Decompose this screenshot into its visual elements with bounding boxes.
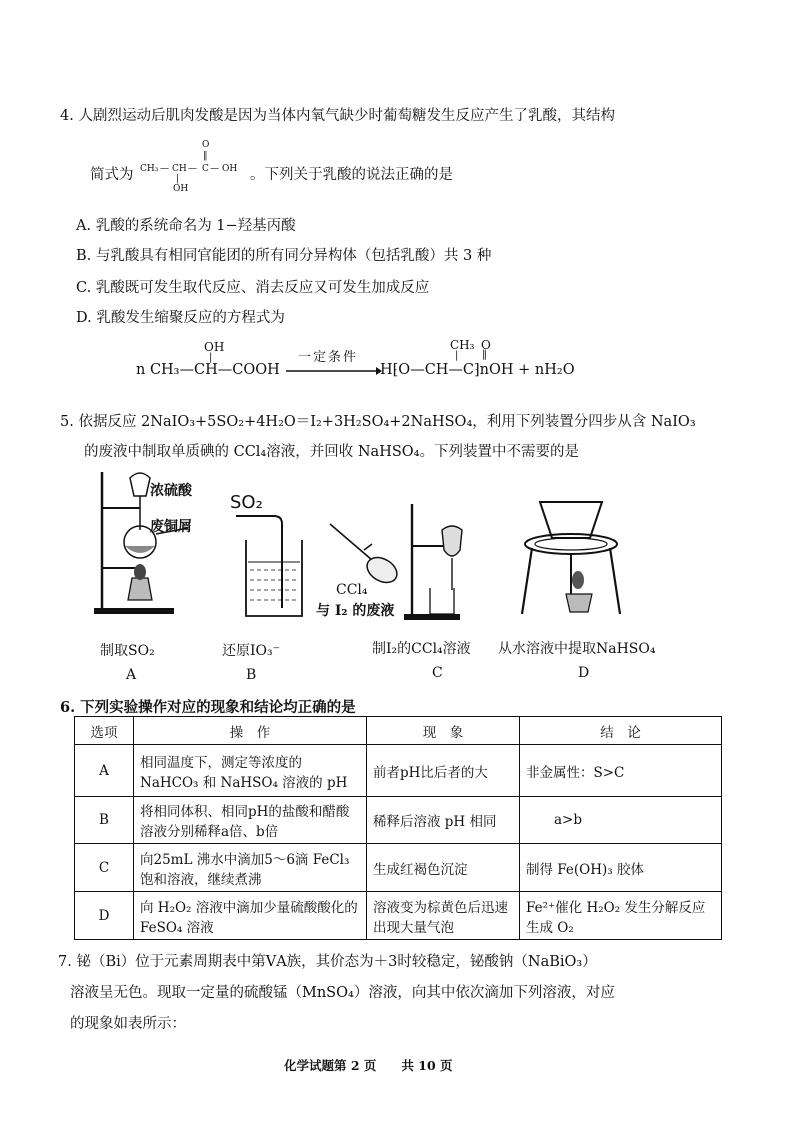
struct-oh-bottom: OH bbox=[173, 184, 189, 194]
header-operation: 操 作 bbox=[134, 717, 367, 745]
q6-stem: 6. 下列实验操作对应的现象和结论均正确的是 bbox=[60, 699, 356, 716]
table-row bbox=[75, 745, 722, 797]
struct-ch: CH bbox=[172, 164, 187, 174]
q4-stem-prefix: 简式为 bbox=[90, 167, 134, 183]
label-so2: SO₂ bbox=[230, 492, 263, 513]
row-phenomenon: 溶液变为棕黄色后迅速出现大量气泡 bbox=[367, 892, 520, 940]
q7-line3: 的现象如表所示： bbox=[70, 1016, 186, 1032]
row-conclusion: 制得 Fe(OH)₃ 胶体 bbox=[520, 844, 722, 892]
row-operation: 将相同体积、相同pH的盐酸和醋酸溶液分别稀释a倍、b倍 bbox=[134, 797, 367, 844]
eq-left: n CH₃—CH—COOH bbox=[136, 362, 280, 378]
header-phenomenon: 现 象 bbox=[367, 717, 520, 745]
polycondensation-equation: n CH₃—CH—COOH OH | 一定条件 H⁅O—CH—C⁆nOH + nH₂O CH₃ | O ‖ bbox=[136, 338, 575, 378]
row-phenomenon: 前者pH比后者的大 bbox=[367, 745, 520, 797]
letter-b: B bbox=[246, 667, 257, 683]
caption-b: 还原IO₃⁻ bbox=[222, 643, 281, 659]
row-operation: 向25mL 沸水中滴加5～6滴 FeCl₃ 饱和溶液，继续煮沸 bbox=[134, 844, 367, 892]
eq-condition: 一定条件 bbox=[298, 350, 359, 365]
eq-oh: OH bbox=[204, 340, 225, 354]
eq-right: H⁅O—CH—C⁆nOH + nH₂O bbox=[380, 362, 575, 378]
q4-option-d: D. 乳酸发生缩聚反应的方程式为 bbox=[76, 310, 285, 326]
row-option: A bbox=[75, 745, 134, 797]
q7-line1: 7. 铋（Bi）位于元素周期表中第ⅤA族，其价态为＋3时较稳定，铋酸钠（NaBiO₃） bbox=[58, 954, 597, 970]
q4-option-c: C. 乳酸既可发生取代反应、消去反应又可发生加成反应 bbox=[76, 280, 430, 296]
apparatus-b-beaker-so2 bbox=[236, 512, 316, 622]
caption-a: 制取SO₂ bbox=[100, 643, 155, 659]
struct-ch3: CH₃ bbox=[140, 164, 159, 174]
q4-stem-line1: 4. 人剧烈运动后肌肉发酸是因为当体内氧气缺少时葡萄糖发生反应产生了乳酸，其结构 bbox=[60, 108, 615, 124]
q4-option-b: B. 与乳酸具有相同官能团的所有同分异构体（包括乳酸）共 3 种 bbox=[76, 248, 492, 264]
row-phenomenon: 稀释后溶液 pH 相同 bbox=[367, 797, 520, 844]
q6-table bbox=[74, 716, 722, 940]
eq-o: O bbox=[481, 338, 491, 352]
caption-c: 制I₂的CCl₄溶液 bbox=[372, 641, 471, 657]
row-conclusion: 非金属性：S>C bbox=[520, 745, 722, 797]
table-row bbox=[75, 892, 722, 940]
caption-d: 从水溶液中提取NaHSO₄ bbox=[498, 641, 656, 657]
row-operation: 向 H₂O₂ 溶液中滴加少量硫酸酸化的 FeSO₄ 溶液 bbox=[134, 892, 367, 940]
struct-o: O bbox=[202, 140, 210, 150]
row-option: D bbox=[75, 892, 134, 940]
row-phenomenon: 生成红褐色沉淀 bbox=[367, 844, 520, 892]
q4-option-a: A. 乳酸的系统命名为 1−羟基丙酸 bbox=[76, 218, 296, 234]
label-ccl4: CCl₄ bbox=[336, 582, 368, 598]
row-option: C bbox=[75, 844, 134, 892]
apparatus-d-evaporating-dish bbox=[516, 494, 626, 620]
table-header-row bbox=[75, 717, 722, 745]
label-i2-waste: 与 I₂ 的废液 bbox=[316, 603, 395, 619]
row-conclusion: Fe²⁺催化 H₂O₂ 发生分解反应生成 O₂ bbox=[520, 892, 722, 940]
q7-line2: 溶液呈无色。现取一定量的硫酸锰（MnSO₄）溶液，向其中依次滴加下列溶液，对应 bbox=[70, 985, 615, 1001]
lactic-acid-structure: CH₃ — CH — C — OH O ‖ | OH bbox=[140, 140, 238, 194]
struct-oh: OH bbox=[222, 164, 238, 174]
apparatus-c-separatory-funnel-stand bbox=[404, 500, 470, 622]
letter-c: C bbox=[432, 665, 443, 681]
label-scrap-copper: 废铜屑 bbox=[150, 519, 192, 535]
page-footer: 化学试题第 2 页 共 10 页 bbox=[284, 1058, 453, 1073]
eq-ch3: CH₃ bbox=[450, 338, 475, 352]
row-option: B bbox=[75, 797, 134, 844]
q4-stem-suffix: 。下列关于乳酸的说法正确的是 bbox=[250, 167, 453, 183]
letter-d: D bbox=[578, 665, 590, 681]
struct-c: C bbox=[202, 164, 209, 174]
row-operation: 相同温度下，测定等浓度的 NaHCO₃ 和 NaHSO₄ 溶液的 pH bbox=[134, 745, 367, 797]
header-option: 选项 bbox=[75, 717, 134, 745]
table-row bbox=[75, 797, 722, 844]
apparatus-c-separatory-funnel-shaking bbox=[326, 520, 406, 590]
label-concentrated-sulfuric-acid: 浓硫酸 bbox=[150, 483, 192, 499]
header-conclusion: 结 论 bbox=[520, 717, 722, 745]
reaction-arrow bbox=[286, 366, 382, 376]
table-row bbox=[75, 844, 722, 892]
q5-stem-line1: 5. 依据反应 2NaIO₃+5SO₂+4H₂O＝I₂+3H₂SO₄+2NaHSO₄，利用下列装置分四步从含 NaIO₃ bbox=[60, 414, 696, 430]
letter-a: A bbox=[126, 667, 137, 683]
q5-stem-line2: 的废液中制取单质碘的 CCl₄溶液，并回收 NaHSO₄。下列装置中不需要的是 bbox=[84, 444, 579, 460]
row-conclusion: a>b bbox=[520, 797, 722, 844]
